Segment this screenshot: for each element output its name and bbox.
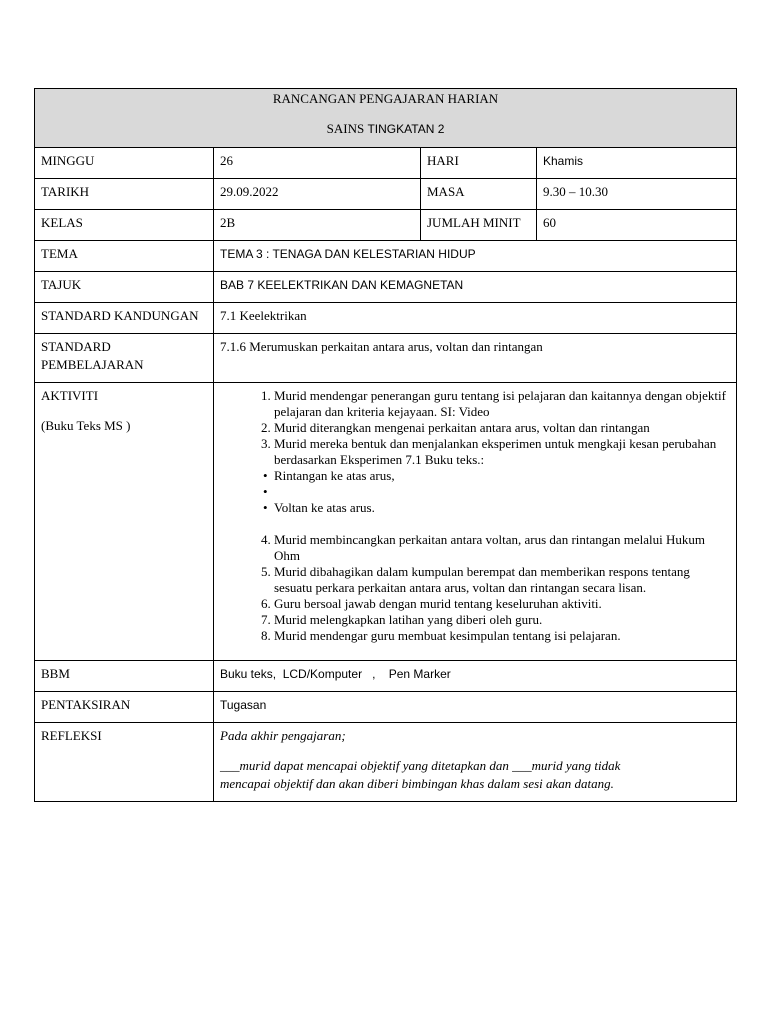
value-pentaksiran: Tugasan xyxy=(214,692,737,723)
label-standard-kandungan: STANDARD KANDUNGAN xyxy=(35,303,214,334)
bullet-item: • Voltan ke atas arus. xyxy=(274,500,730,516)
bullet-spacer xyxy=(274,484,730,500)
label-hari: HARI xyxy=(421,148,537,179)
label-tarikh: TARIKH xyxy=(35,179,214,210)
list-item: 2. Murid diterangkan mengenai perkaitan antara arus, voltan dan rintangan xyxy=(274,420,730,436)
level-name: TINGKATAN 2 xyxy=(367,122,445,136)
label-minggu: MINGGU xyxy=(35,148,214,179)
label-standard-pembelajaran-line2: PEMBELAJARAN xyxy=(41,357,144,372)
list-item: 8. Murid mendengar guru membuat kesimpulan tentang isi pelajaran. xyxy=(274,628,730,644)
label-tajuk: TAJUK xyxy=(35,272,214,303)
activity-list xyxy=(220,388,730,644)
list-item: 7. Murid melengkapkan latihan yang diberi oleh guru. xyxy=(274,612,730,628)
label-aktiviti: AKTIVITI xyxy=(41,388,99,403)
refleksi-line1: Pada akhir pengajaran; xyxy=(220,728,346,743)
value-tajuk: BAB 7 KEELEKTRIKAN DAN KEMAGNETAN xyxy=(214,272,737,303)
label-pentaksiran: PENTAKSIRAN xyxy=(35,692,214,723)
document-subtitle xyxy=(41,121,730,137)
lesson-plan-document xyxy=(34,88,736,802)
value-minggu: 26 xyxy=(214,148,421,179)
header-row xyxy=(35,89,737,148)
row-standard-kandungan xyxy=(35,303,737,334)
label-standard-pembelajaran-line1: STANDARD xyxy=(41,339,111,354)
label-aktiviti-cell xyxy=(35,383,214,661)
row-refleksi xyxy=(35,723,737,802)
value-tarikh: 29.09.2022 xyxy=(214,179,421,210)
label-buku-teks: (Buku Teks MS ) xyxy=(41,418,131,433)
refleksi-line2: ___murid dapat mencapai objektif yang ditetapkan dan ___murid yang tidak xyxy=(220,758,621,773)
label-refleksi: REFLEKSI xyxy=(35,723,214,802)
label-jumlah-minit: JUMLAH MINIT xyxy=(421,210,537,241)
value-standard-pembelajaran: 7.1.6 Merumuskan perkaitan antara arus, voltan dan rintangan xyxy=(214,334,737,383)
list-item: 5. Murid dibahagikan dalam kumpulan berempat dan memberikan respons tentang sesuatu perkara perkaitan antara arus, voltan dan rintangan secara lisan. xyxy=(274,564,730,596)
label-tema: TEMA xyxy=(35,241,214,272)
value-kelas: 2B xyxy=(214,210,421,241)
value-standard-kandungan: 7.1 Keelektrikan xyxy=(214,303,737,334)
bullet-list xyxy=(232,468,730,516)
list-item-text: Murid mereka bentuk dan menjalankan eksperimen untuk mengkaji kesan perubahan berdasarkan Eksperimen 7.1 Buku teks.: xyxy=(274,436,717,467)
refleksi-line3: mencapai objektif dan akan diberi bimbingan khas dalam sesi akan datang. xyxy=(220,776,614,791)
list-item: 1. Murid mendengar penerangan guru tentang isi pelajaran dan kaitannya dengan objektif pelajaran dan kriteria kejayaan. SI: Video xyxy=(274,388,730,420)
label-kelas: KELAS xyxy=(35,210,214,241)
row-bbm xyxy=(35,661,737,692)
list-item xyxy=(274,436,730,532)
subject-name: SAINS xyxy=(326,121,365,136)
value-aktiviti xyxy=(214,383,737,661)
row-aktiviti xyxy=(35,383,737,661)
label-masa: MASA xyxy=(421,179,537,210)
row-tema xyxy=(35,241,737,272)
row-kelas xyxy=(35,210,737,241)
value-refleksi xyxy=(214,723,737,802)
label-bbm: BBM xyxy=(35,661,214,692)
row-tarikh xyxy=(35,179,737,210)
label-standard-pembelajaran xyxy=(35,334,214,383)
value-tema: TEMA 3 : TENAGA DAN KELESTARIAN HIDUP xyxy=(214,241,737,272)
row-tajuk xyxy=(35,272,737,303)
value-bbm: Buku teks, LCD/Komputer , Pen Marker xyxy=(214,661,737,692)
row-pentaksiran xyxy=(35,692,737,723)
list-item: 4. Murid membincangkan perkaitan antara voltan, arus dan rintangan melalui Hukum Ohm xyxy=(274,532,730,564)
bullet-item: • Rintangan ke atas arus, xyxy=(274,468,730,484)
value-masa: 9.30 – 10.30 xyxy=(537,179,737,210)
header-cell xyxy=(35,89,737,148)
list-item: 6. Guru bersoal jawab dengan murid tentang keseluruhan aktiviti. xyxy=(274,596,730,612)
value-jumlah-minit: 60 xyxy=(537,210,737,241)
list-spacer xyxy=(274,516,730,532)
value-hari: Khamis xyxy=(537,148,737,179)
row-standard-pembelajaran xyxy=(35,334,737,383)
row-minggu xyxy=(35,148,737,179)
lesson-plan-table xyxy=(34,88,737,802)
document-title: RANCANGAN PENGAJARAN HARIAN xyxy=(272,91,499,106)
